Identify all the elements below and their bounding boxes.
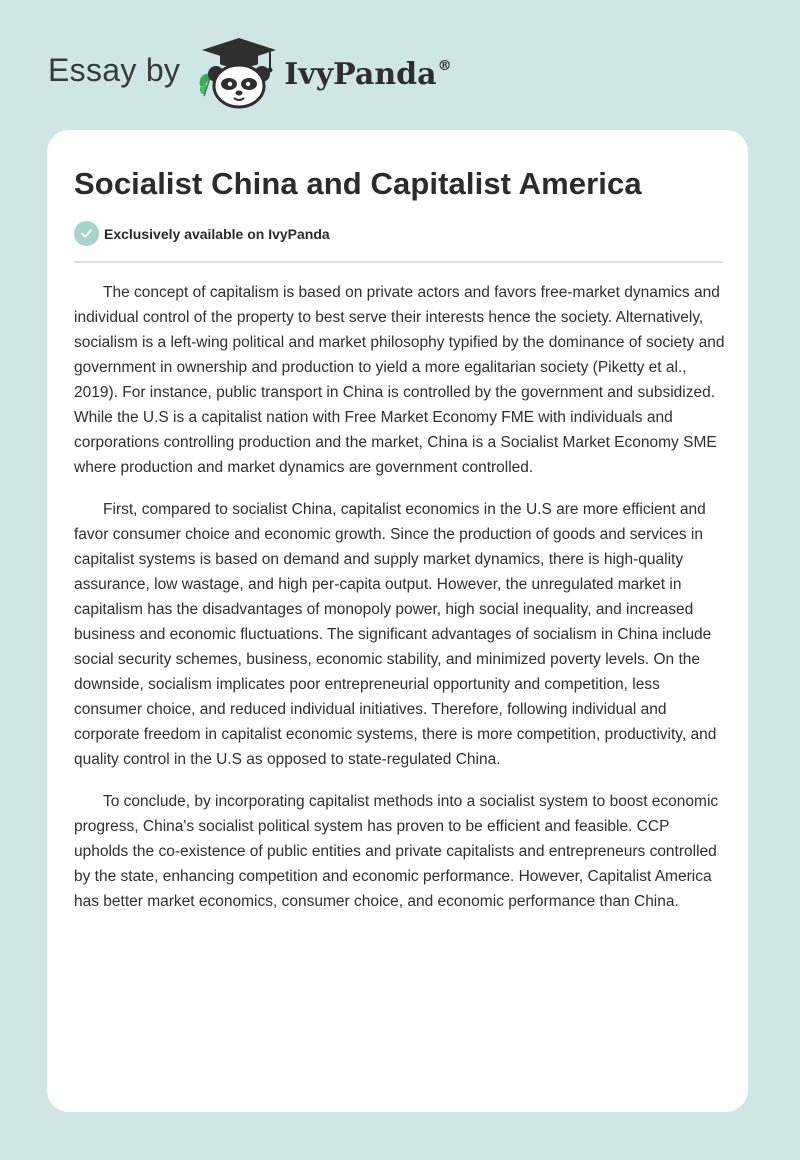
site-header — [48, 34, 452, 110]
brand-name[interactable]: IvyPanda® — [284, 56, 452, 92]
paragraph: First, compared to socialist China, capitalist economics in the U.S are more efficient and favor consumer choice and economic growth. Since the production of goods and services in capitalist systems is based on demand and supply market dynamics, there is high-quality assurance, low wastage, and high per-capita output. However, the unregulated market in capitalism has the disadvantages of monopoly power, high social inequality, and increased business and economic fluctuations. The significant advantages of socialism in China include social security schemes, business, economic stability, and minimized poverty levels. On the downside, socialism implicates poor entrepreneurial opportunity and competition, less consumer choice, and reduced individual initiatives. Therefore, following individual and corporate freedom in capitalist economic systems, there is more competition, productivity, and quality control in the U.S as opposed to state-regulated China. — [74, 501, 717, 768]
registered-mark: ® — [437, 57, 452, 74]
essay-by-label: Essay by — [48, 51, 181, 88]
exclusive-badge — [74, 221, 330, 246]
panda-logo-icon[interactable] — [196, 34, 282, 110]
paragraph: To conclude, by incorporating capitalist methods into a socialist system to boost economic progress, China's socialist political system has proven to be efficient and feasible. CCP upholds the co-existence of public entities and private capitalists and entrepreneurs controlled by the state, enhancing competition and economic performance. However, Capitalist America has better market economics, consumer choice, and economic performance than China. — [74, 793, 719, 910]
exclusive-label: Exclusively available on IvyPanda — [104, 225, 330, 242]
essay-card — [47, 130, 748, 1112]
divider — [74, 261, 723, 263]
check-icon — [74, 221, 99, 246]
essay-body — [74, 280, 726, 931]
page-title: Socialist China and Capitalist America — [74, 166, 642, 201]
paragraph: The concept of capitalism is based on private actors and favors free-market dynamics and individual control of the property to best serve their interests hence the society. Alternatively, socialism is a left-wing political and market philosophy typified by the dominance of society and government in ownership and production to yield a more egalitarian society (Piketty et al., 2019). For instance, public transport in China is controlled by the government and subsidized. While the U.S is a capitalist nation with Free Market Economy FME with individuals and corporations controlling production and the market, China is a Socialist Market Economy SME where production and market dynamics are government controlled. — [74, 284, 725, 476]
